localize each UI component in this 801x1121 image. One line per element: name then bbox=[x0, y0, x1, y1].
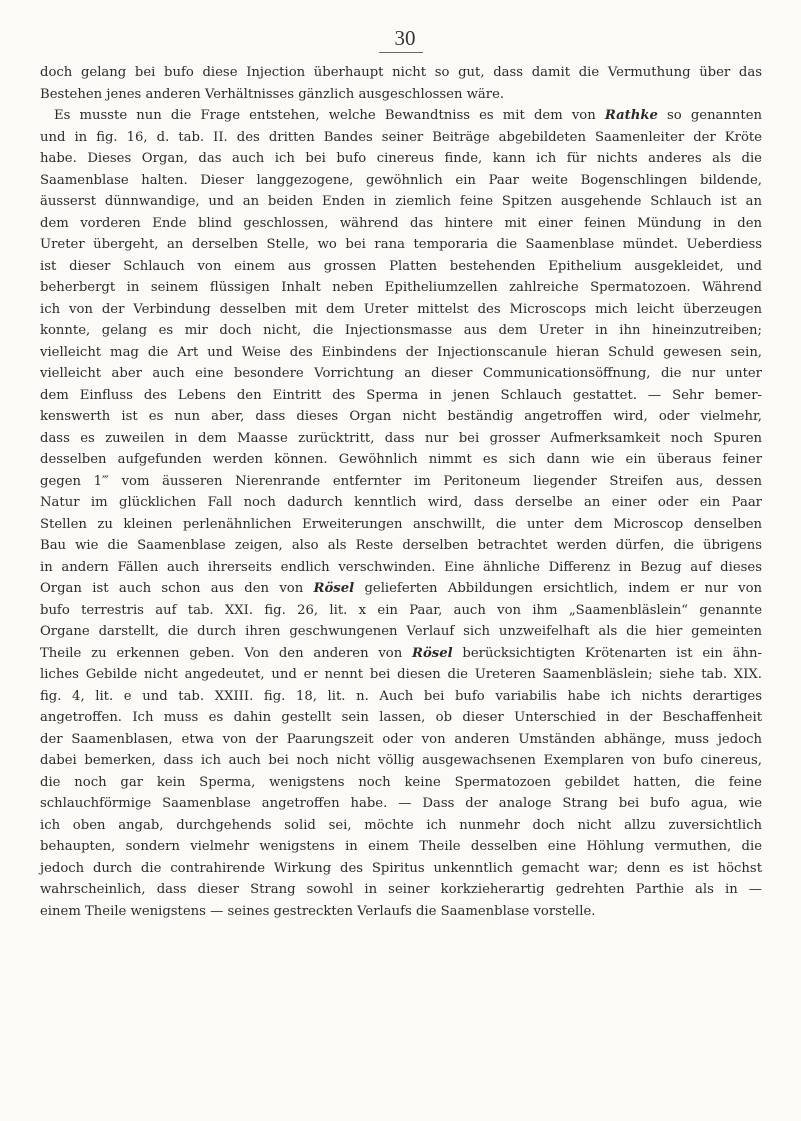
text-line: liches Gebilde nicht angedeutet, und er nennt bei diesen die Ureteren Saamenbläslein; siehe tab. XIX. bbox=[40, 667, 762, 682]
text-line: Theile zu erkennen geben. Von den anderen von Rösel berücksichtigten Krötenarten ist ein ähn- bbox=[40, 645, 762, 661]
text-line: der Saamenblasen, etwa von der Paarungszeit oder von anderen Umständen abhänge, muss jedoch bbox=[40, 731, 762, 747]
text-line: dabei bemerken, dass ich auch bei noch nicht völlig ausgewachsenen Exemplaren von bufo cinereus, bbox=[40, 753, 762, 768]
text-line: Natur im glücklichen Fall noch dadurch kenntlich wird, dass derselbe an einer oder ein Paar bbox=[40, 495, 762, 510]
author-name: Rathke bbox=[604, 108, 658, 123]
text-line: in andern Fällen auch ihrerseits endlich verschwinden. Eine ähnliche Differenz in Bezug auf dieses bbox=[40, 559, 762, 575]
text-line: ich oben angab, durchgehends solid sei, möchte ich nunmehr doch nicht allzu zuversichtlich bbox=[40, 817, 762, 833]
text-line: die noch gar kein Sperma, wenigstens noch keine Spermatozoen gebildet hatten, die feine bbox=[40, 774, 762, 790]
text-line: konnte, gelang es mir doch nicht, die Injectionsmasse aus dem Ureter in ihn hineinzutreiben; bbox=[40, 323, 762, 338]
text-line: wahrscheinlich, dass dieser Strang sowohl in seiner korkzieherartig gedrehten Parthie als in — bbox=[40, 882, 762, 897]
text-line: einem Theile wenigstens — seines gestreckten Verlaufs die Saamenblase vorstelle. bbox=[40, 903, 596, 919]
text-line: gegen 1‴ vom äusseren Nierenrande entfernter im Peritoneum liegender Streifen aus, dessen bbox=[40, 473, 762, 489]
text-line: habe. Dieses Organ, das auch ich bei bufo cinereus finde, kann ich für nichts anderes als die bbox=[40, 151, 762, 166]
text-line: bufo terrestris auf tab. XXI. fig. 26, lit. x ein Paar, auch von ihm „Saamenbläslein“ genannte bbox=[40, 602, 762, 618]
text-line: äusserst dünnwandige, und an beiden Enden in ziemlich feine Spitzen ausgehende Schlauch ist an bbox=[40, 194, 762, 209]
text-line: dem vorderen Ende blind geschlossen, während das hintere mit einer feinen Mündung in den bbox=[40, 215, 762, 231]
text-line: vielleicht aber auch eine besondere Vorrichtung an dieser Communicationsöffnung, die nur unter bbox=[40, 366, 762, 381]
page-number: 30 bbox=[394, 26, 416, 50]
body-text bbox=[40, 62, 762, 922]
text-line: Stellen zu kleinen perlenähnlichen Erweiterungen anschwillt, die unter dem Microscop denselben bbox=[40, 516, 762, 532]
text-line: Bau wie die Saamenblase zeigen, also als Reste derselben betrachtet werden dürfen, die übrigens bbox=[40, 538, 762, 553]
text-line: und in fig. 16, d. tab. II. des dritten Bandes seiner Beiträge abgebildeten Saamenleiter der Kröte bbox=[40, 129, 762, 145]
text-line: Es musste nun die Frage entstehen, welche Bewandtniss es mit dem von Rathke so genannten bbox=[54, 108, 763, 123]
author-name: Rösel bbox=[313, 581, 355, 596]
text-line: Ureter übergeht, an derselben Stelle, wo bei rana temporaria die Saamenblase mündet. Ueberdiess bbox=[40, 237, 762, 252]
text-line: kenswerth ist es nun aber, dass dieses Organ nicht beständig angetroffen wird, oder vielmehr, bbox=[40, 409, 762, 424]
page-number-rule bbox=[379, 52, 423, 53]
text-line: Saamenblase halten. Dieser langgezogene, gewöhnlich ein Paar weite Bogenschlingen bildende, bbox=[40, 172, 762, 188]
text-line: ich von der Verbindung desselben mit dem Ureter mittelst des Microscops mich leicht überzeugen bbox=[40, 301, 762, 317]
text-line: Organe darstellt, die durch ihren geschwungenen Verlauf sich unzweifelhaft als die hier gemeinten bbox=[40, 624, 762, 639]
text-line: schlauchförmige Saamenblase angetroffen habe. — Dass der analoge Strang bei bufo agua, wie bbox=[40, 796, 762, 811]
text-line: Organ ist auch schon aus den von Rösel gelieferten Abbildungen ersichtlich, indem er nur von bbox=[40, 581, 762, 596]
text-line: dem Einfluss des Lebens den Eintritt des Sperma in jenen Schlauch gestattet. — Sehr bemer- bbox=[40, 387, 762, 403]
text-line: behaupten, sondern vielmehr wenigstens in einem Theile desselben eine Höhlung vermuthen, die bbox=[40, 839, 762, 854]
text-line: angetroffen. Ich muss es dahin gestellt sein lassen, ob dieser Unterschied in der Beschaffenheit bbox=[40, 710, 762, 725]
text-line: ist dieser Schlauch von einem aus grossen Platten bestehenden Epithelium ausgekleidet, und bbox=[40, 258, 762, 274]
text-line: jedoch durch die contrahirende Wirkung des Spiritus unkenntlich gemacht war; denn es ist höchst bbox=[40, 860, 762, 876]
text-line: fig. 4, lit. e und tab. XXIII. fig. 18, lit. n. Auch bei bufo variabilis habe ich nichts derartiges bbox=[40, 688, 762, 704]
text-line: beherbergt in seinem flüssigen Inhalt neben Epitheliumzellen zahlreiche Spermatozoen. Während bbox=[40, 280, 762, 295]
author-name: Rösel bbox=[412, 645, 453, 661]
text-line: Bestehen jenes anderen Verhältnisses gänzlich ausgeschlossen wäre. bbox=[40, 86, 505, 102]
text-line: dass es zuweilen in dem Maasse zurücktritt, dass nur bei grosser Aufmerksamkeit noch Spuren bbox=[40, 430, 762, 446]
text-line: doch gelang bei bufo diese Injection überhaupt nicht so gut, dass damit die Vermuthung über das bbox=[40, 65, 762, 80]
text-line: desselben aufgefunden werden können. Gewöhnlich nimmt es sich dann wie ein überaus feiner bbox=[40, 452, 762, 467]
text-line: vielleicht mag die Art und Weise des Einbindens der Injectionscanule hieran Schuld gewesen sein, bbox=[40, 344, 762, 360]
